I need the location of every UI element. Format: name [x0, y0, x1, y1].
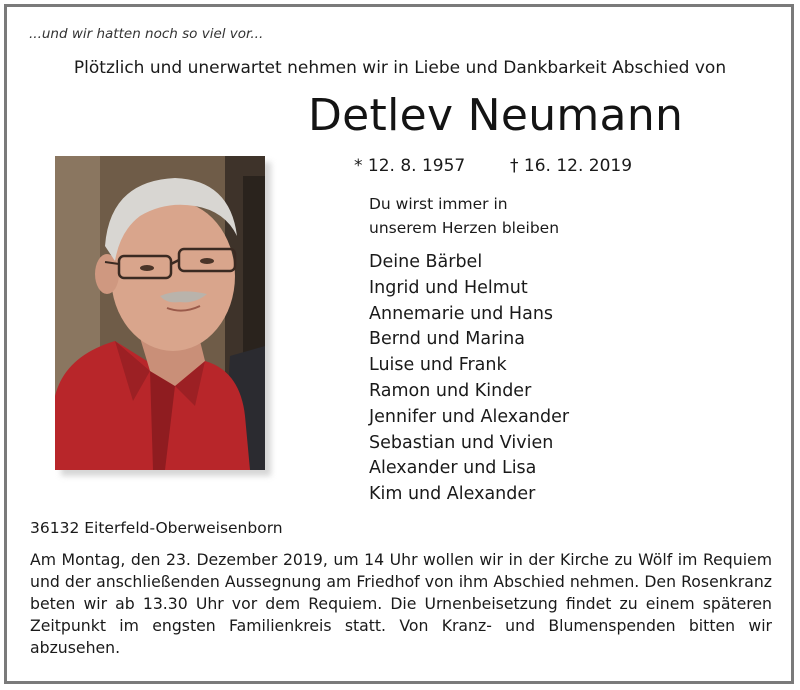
motto: ...und wir hatten noch so viel vor... [29, 26, 264, 42]
quote [369, 192, 559, 240]
quote-line: Du wirst immer in [369, 195, 508, 213]
place: 36132 Eiterfeld-Oberweisenborn [30, 519, 283, 537]
quote-line: unserem Herzen bleiben [369, 219, 560, 237]
birth-date: * 12. 8. 1957 [354, 156, 466, 176]
portrait-image [55, 156, 265, 470]
family-list [369, 250, 569, 508]
deceased-name: Detlev Neumann [308, 90, 684, 141]
family-member: Ramon und Kinder [369, 380, 532, 401]
intro-line: Plötzlich und unerwartet nehmen wir in Liebe und Dankbarkeit Abschied von [73, 58, 727, 78]
portrait-icon [55, 156, 265, 470]
family-member: Alexander und Lisa [369, 458, 537, 479]
family-member: Bernd und Marina [369, 329, 525, 350]
family-member: Luise und Frank [369, 355, 507, 376]
family-member: Kim und Alexander [369, 484, 536, 505]
family-member: Sebastian und Vivien [369, 432, 554, 453]
family-member: Ingrid und Helmut [369, 277, 528, 298]
family-member: Annemarie und Hans [369, 303, 554, 324]
family-member: Deine Bärbel [369, 252, 483, 272]
portrait-photo [55, 156, 265, 470]
death-date: † 16. 12. 2019 [510, 156, 633, 176]
family-member: Jennifer und Alexander [369, 406, 570, 427]
funeral-details: Am Montag, den 23. Dezember 2019, um 14 Uhr wollen wir in der Kirche zu Wölf im Requiem und der anschließenden Aussegnung am Friedhof von ihm Abschied nehmen. Den Rosenkranz beten wir ab 13.30 Uhr vor dem Requiem. Die Urnenbeisetzung findet zu einem späteren Zeitpunkt im engsten Familienkreis statt. Von Kranz- und Blumenspenden bitten wir abzusehen. [30, 550, 772, 657]
